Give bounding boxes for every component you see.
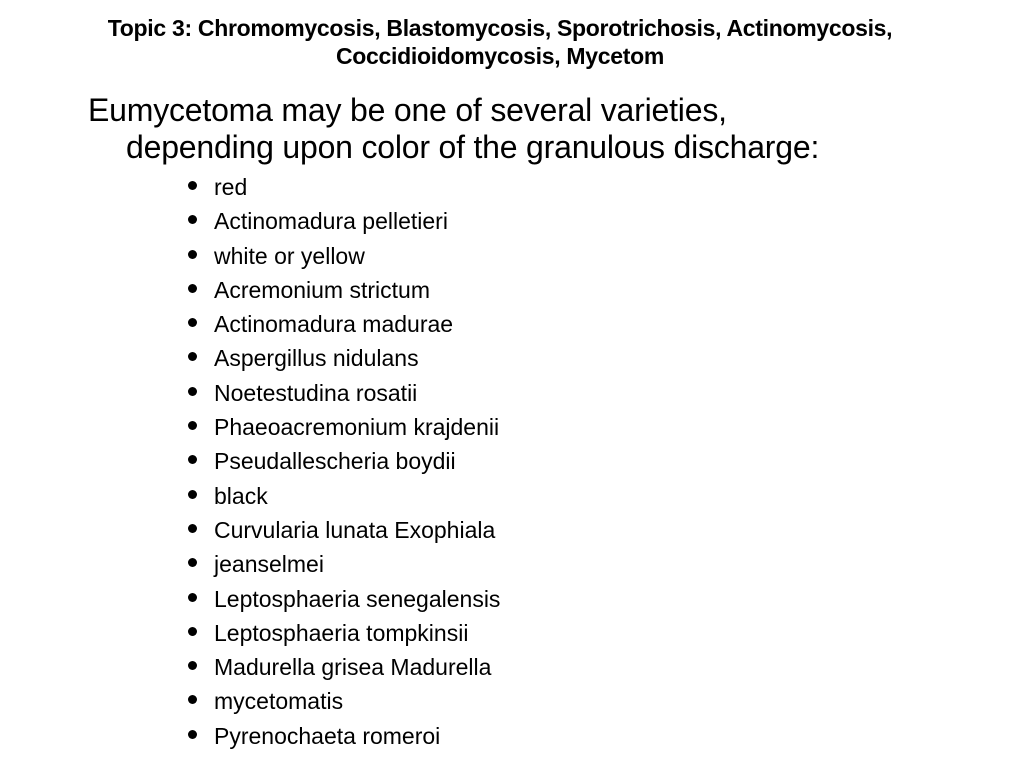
list-item-label: Actinomadura pelletieri xyxy=(214,208,448,235)
list-item xyxy=(186,341,500,375)
bullet-dot-icon xyxy=(188,593,197,602)
bullet-dot-icon xyxy=(188,181,197,190)
bullet-dot-icon xyxy=(188,730,197,739)
bullet-dot-icon xyxy=(188,215,197,224)
list-item-label: Leptosphaeria senegalensis xyxy=(214,585,501,612)
bullet-dot-icon xyxy=(188,250,197,259)
list-item-label: Pseudallescheria boydii xyxy=(214,448,456,475)
bullet-dot-icon xyxy=(188,661,197,670)
bullet-dot-icon xyxy=(188,284,197,293)
list-item xyxy=(186,616,500,650)
list-item xyxy=(186,444,500,478)
slide-title xyxy=(0,14,1000,70)
list-item-label: black xyxy=(214,482,268,509)
bullet-dot-icon xyxy=(188,524,197,533)
list-item xyxy=(186,513,500,547)
intro-paragraph xyxy=(88,92,948,166)
list-item-label: Pyrenochaeta romeroi xyxy=(214,722,441,749)
list-item-label: Leptosphaeria tompkinsii xyxy=(214,619,469,646)
bullet-dot-icon xyxy=(188,490,197,499)
list-item xyxy=(186,376,500,410)
variety-list xyxy=(186,170,500,753)
list-item-label: Acremonium strictum xyxy=(214,276,430,303)
list-item xyxy=(186,170,500,204)
list-item-label: Curvularia lunata Exophiala xyxy=(214,516,496,543)
bullet-dot-icon xyxy=(188,695,197,704)
list-item-label: red xyxy=(214,174,248,200)
bullet-dot-icon xyxy=(188,421,197,430)
list-item-label: Actinomadura madurae xyxy=(214,311,454,338)
list-item-label: jeanselmei xyxy=(214,551,324,578)
intro-line-1: Eumycetoma may be one of several varieties, xyxy=(88,92,727,128)
list-item-label: white or yellow xyxy=(214,242,365,269)
list-item xyxy=(186,479,500,513)
list-item xyxy=(186,684,500,718)
list-item-label: mycetomatis xyxy=(214,688,344,715)
title-line-2: Coccidioidomycosis, Mycetom xyxy=(335,43,665,69)
bullet-dot-icon xyxy=(188,455,197,464)
bullet-dot-icon xyxy=(188,558,197,567)
bullet-dot-icon xyxy=(188,627,197,636)
list-item xyxy=(186,719,500,753)
list-item xyxy=(186,547,500,581)
bullet-dot-icon xyxy=(188,318,197,327)
bullet-dot-icon xyxy=(188,387,197,396)
list-item xyxy=(186,582,500,616)
list-item xyxy=(186,239,500,273)
list-item-label: Aspergillus nidulans xyxy=(214,345,419,372)
list-item xyxy=(186,307,500,341)
bullet-dot-icon xyxy=(188,352,197,361)
list-item-label: Phaeoacremonium krajdenii xyxy=(214,414,500,441)
list-item xyxy=(186,650,500,684)
list-item-label: Noetestudina rosatii xyxy=(214,379,418,406)
intro-line-2: depending upon color of the granulous discharge: xyxy=(126,129,820,165)
title-line-1: Topic 3: Chromomycosis, Blastomycosis, Sporotrichosis, Actinomycosis, xyxy=(107,15,893,41)
list-item-label: Madurella grisea Madurella xyxy=(214,654,492,681)
list-item xyxy=(186,204,500,238)
list-item xyxy=(186,273,500,307)
list-item xyxy=(186,410,500,444)
